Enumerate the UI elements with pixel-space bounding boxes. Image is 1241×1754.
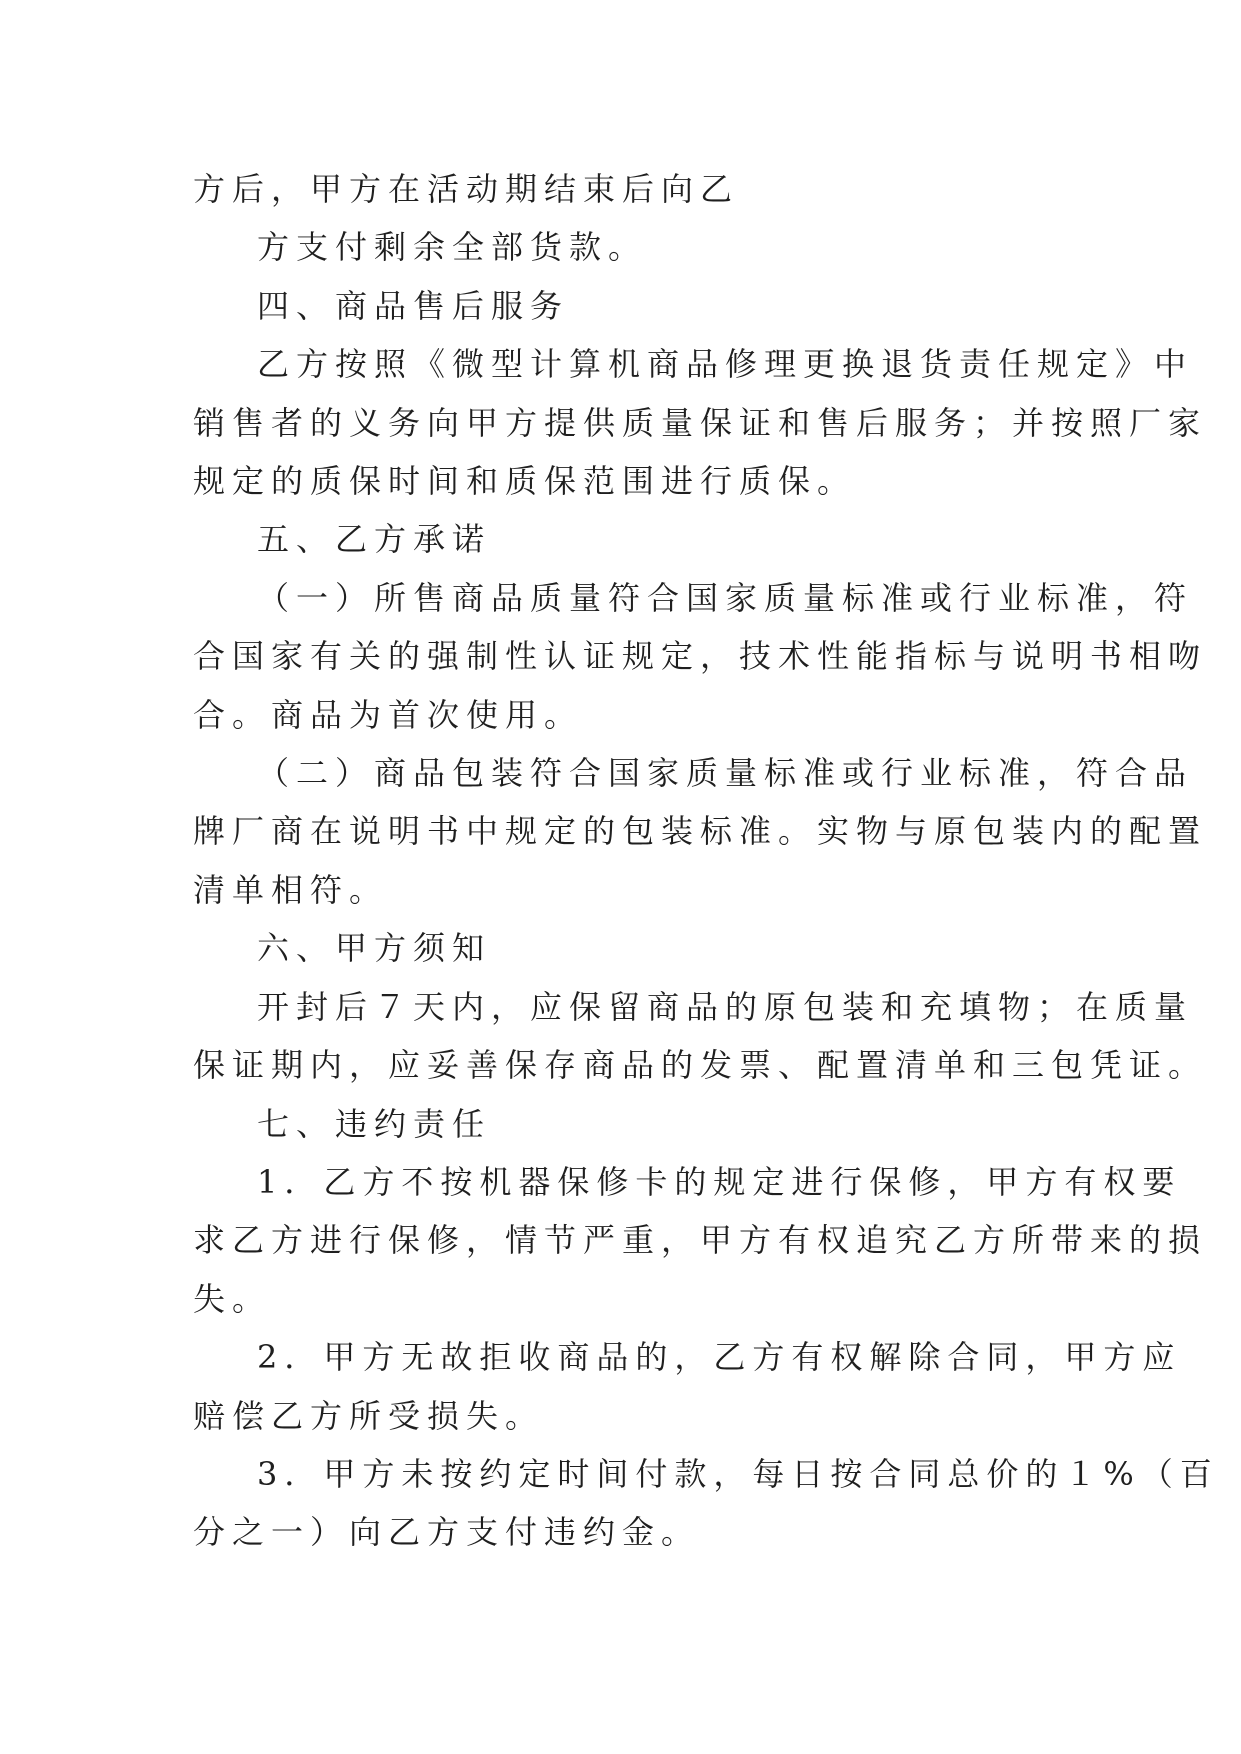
document-body	[193, 160, 1219, 1562]
text-line: 2．甲方无故拒收商品的，乙方有权解除合同，甲方应	[257, 1338, 1182, 1377]
text-line: 1．乙方不按机器保修卡的规定进行保修，甲方有权要	[257, 1162, 1182, 1201]
text-line: 牌厂商在说明书中规定的包装标准。实物与原包装内的配置	[193, 812, 1208, 851]
text-line: （二）商品包装符合国家质量标准或行业标准，符合品	[257, 754, 1194, 793]
text-line: 方支付剩余全部货款。	[257, 228, 648, 267]
section-heading: 四、商品售后服务	[257, 286, 570, 325]
text-line: 开封后７天内，应保留商品的原包装和充填物；在质量	[257, 987, 1194, 1026]
text-line: 乙方按照《微型计算机商品修理更换退货责任规定》中	[257, 345, 1194, 384]
text-line: 销售者的义务向甲方提供质量保证和售后服务；并按照厂家	[193, 403, 1208, 442]
text-line: 赔偿乙方所受损失。	[193, 1396, 545, 1435]
text-line: 3．甲方未按约定时间付款，每日按合同总价的１%（百	[257, 1454, 1219, 1493]
text-line: 保证期内，应妥善保存商品的发票、配置清单和三包凭证。	[193, 1046, 1208, 1085]
section-heading: 六、甲方须知	[257, 929, 492, 968]
text-line: 规定的质保时间和质保范围进行质保。	[193, 462, 857, 501]
section-heading: 五、乙方承诺	[257, 520, 492, 559]
section-heading: 七、违约责任	[257, 1104, 492, 1143]
text-line: 方后，甲方在活动期结束后向乙	[193, 170, 740, 208]
text-line: 合国家有关的强制性认证规定，技术性能指标与说明书相吻	[193, 637, 1208, 676]
text-line: （一）所售商品质量符合国家质量标准或行业标准，符	[257, 578, 1194, 617]
text-line: 求乙方进行保修，情节严重，甲方有权追究乙方所带来的损	[193, 1221, 1208, 1260]
text-line: 合。商品为首次使用。	[193, 695, 584, 734]
text-line: 清单相符。	[193, 870, 389, 909]
text-line: 失。	[193, 1279, 272, 1318]
text-line: 分之一）向乙方支付违约金。	[193, 1513, 701, 1552]
